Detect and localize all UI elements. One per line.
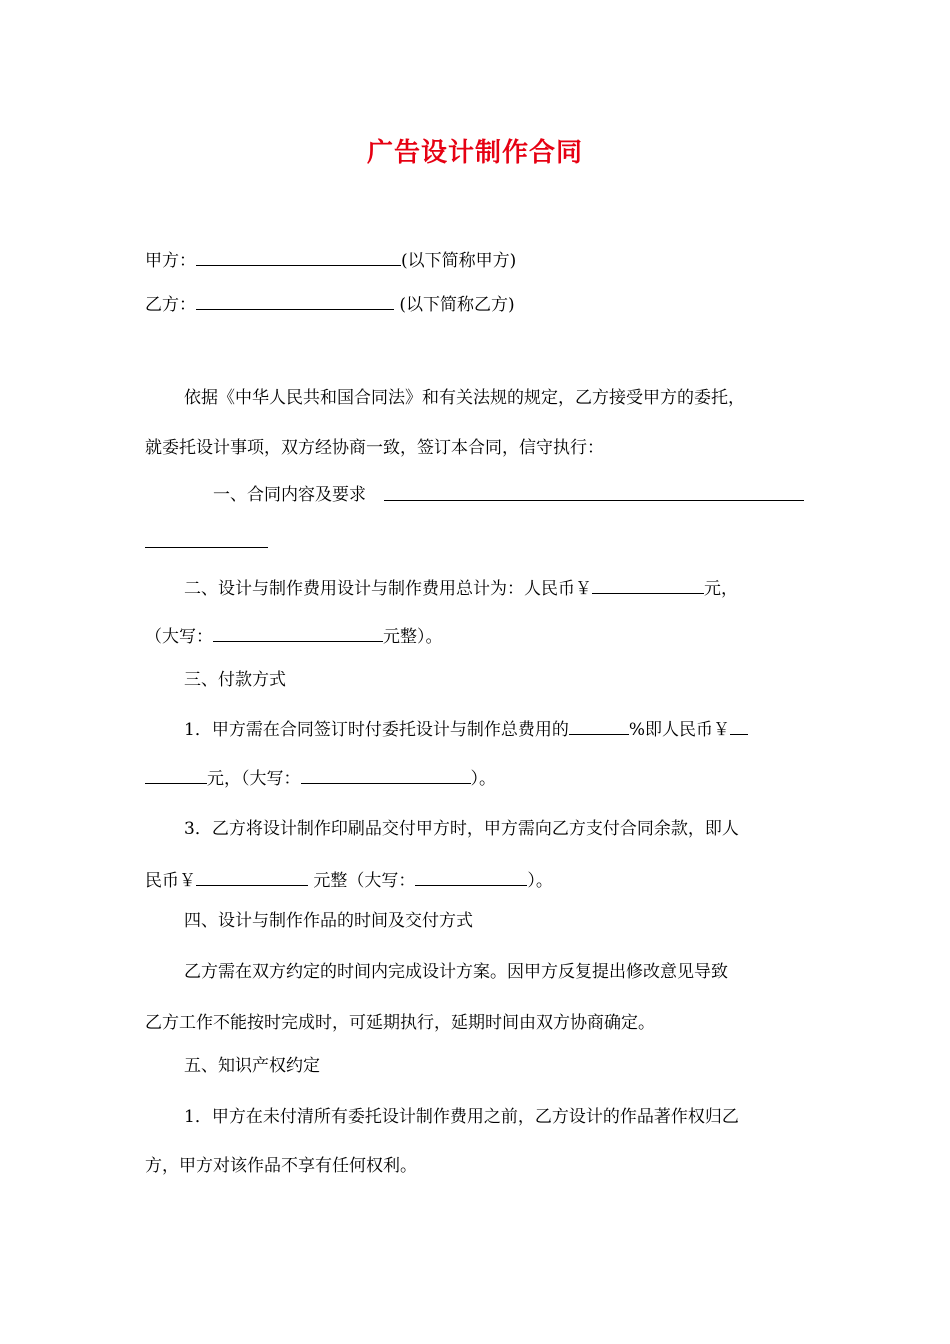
item-1-amount-blank[interactable] — [730, 718, 748, 735]
section-2-capital-label: （大写： — [145, 627, 213, 647]
section-4-line-1: 乙方需在双方约定的时间内完成设计方案。因甲方反复提出修改意见导致 — [184, 962, 728, 982]
section-1-content-blank-continued[interactable] — [145, 547, 268, 548]
party-a-line — [145, 249, 516, 272]
item-3-capital-blank[interactable] — [415, 869, 527, 886]
fee-amount-blank[interactable] — [592, 577, 704, 594]
section-4-line-2: 乙方工作不能按时完成时，可延期执行，延期时间由双方协商确定。 — [145, 1013, 655, 1033]
item-1-close: ）。 — [470, 769, 496, 789]
party-a-note: (以下简称甲方) — [401, 251, 517, 271]
section-1-heading — [213, 484, 366, 506]
item-1-text: 1．甲方需在合同签订时付委托设计与制作总费用的 — [184, 720, 569, 740]
party-b-note: (以下简称乙方) — [394, 295, 515, 315]
item-3-capital-label: 元整（大写： — [308, 871, 416, 891]
document-title: 广告设计制作合同 — [366, 138, 583, 168]
percent-blank[interactable] — [569, 718, 629, 735]
section-2-fee-text: 二、设计与制作费用设计与制作费用总计为：人民币￥ — [184, 579, 592, 599]
item-1-amount-blank-continued[interactable] — [145, 767, 207, 784]
section-5-line-2: 方，甲方对该作品不享有任何权利。 — [145, 1156, 417, 1176]
section-3-item-1-line-2 — [145, 767, 496, 790]
section-3-item-3-line-1: 3．乙方将设计制作印刷品交付甲方时，甲方需向乙方支付合同余款，即人 — [184, 819, 739, 839]
section-3-item-3-line-2 — [145, 869, 553, 892]
item-1-percent-text: %即人民币￥ — [628, 720, 730, 740]
section-3-item-1-line-1 — [184, 718, 748, 741]
section-4-heading: 四、设计与制作作品的时间及交付方式 — [184, 911, 473, 931]
item-3-amount-blank[interactable] — [196, 869, 308, 886]
intro-line-2: 就委托设计事项，双方经协商一致，签订本合同，信守执行： — [145, 438, 604, 458]
item-1-capital-label: 元，（大写： — [207, 769, 301, 789]
section-2-yuan: 元， — [704, 579, 738, 599]
section-3-heading: 三、付款方式 — [184, 670, 286, 690]
fee-capital-blank[interactable] — [213, 625, 383, 642]
section-5-heading: 五、知识产权约定 — [184, 1056, 320, 1076]
section-1-title: 一、合同内容及要求 — [213, 485, 366, 505]
section-2-yuan-zheng: 元整）。 — [383, 627, 443, 647]
section-5-line-1: 1．甲方在未付清所有委托设计制作费用之前，乙方设计的作品著作权归乙 — [184, 1107, 739, 1127]
party-a-name-blank[interactable] — [196, 249, 401, 266]
party-b-line — [145, 293, 515, 316]
item-3-currency: 民币￥ — [145, 871, 196, 891]
intro-line-1: 依据《中华人民共和国合同法》和有关法规的规定，乙方接受甲方的委托， — [184, 388, 745, 408]
party-b-name-blank[interactable] — [196, 293, 394, 310]
party-b-label: 乙方： — [145, 295, 196, 315]
item-3-close: ）。 — [527, 871, 553, 891]
section-1-content-blank[interactable] — [384, 500, 804, 501]
section-2-line-1 — [184, 577, 738, 600]
item-1-capital-blank[interactable] — [301, 767, 471, 784]
section-2-line-2 — [145, 625, 443, 648]
party-a-label: 甲方： — [145, 251, 196, 271]
